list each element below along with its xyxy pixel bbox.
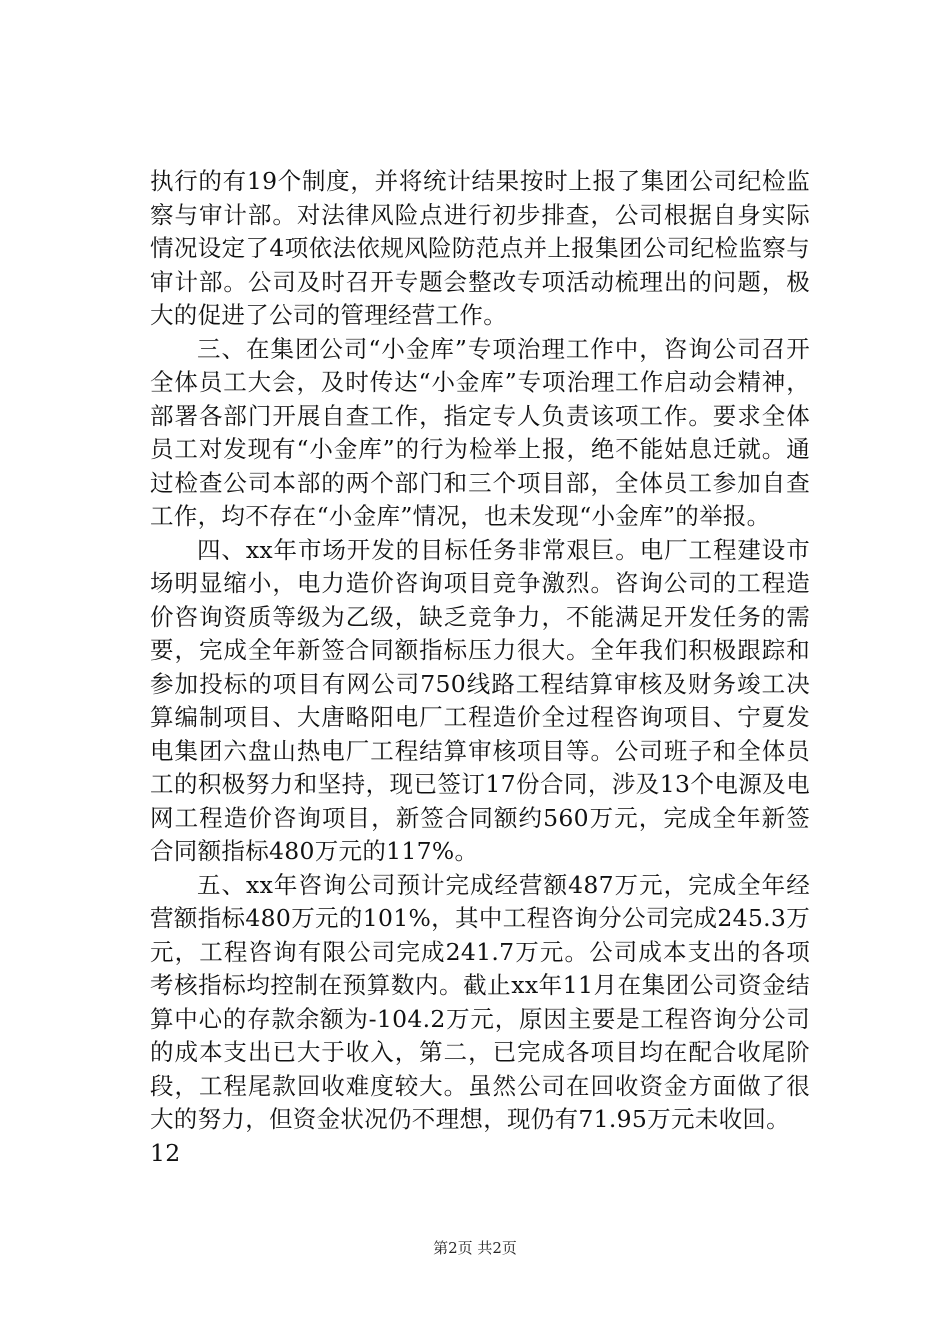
paragraph-section-three: 三、在集团公司“小金库”专项治理工作中，咨询公司召开全体员工大会，及时传达“小金库”专项治理工作启动会精神，部署各部门开展自查工作，指定专人负责该项工作。要求全体员工对发现有“小金库”的行为检举上报，绝不能姑息迁就。通过检查公司本部的两个部门和三个项目部，全体员工参加自查工作，均不存在“小金库”情况，也未发现“小金库”的举报。	[150, 334, 810, 530]
page-number-footer: 第2页 共2页	[433, 1239, 517, 1257]
paragraph-section-five: 五、xx年咨询公司预计完成经营额487万元，完成全年经营额指标480万元的101%，其中工程咨询分公司完成245.3万元，工程咨询有限公司完成241.7万元。公司成本支出的各项考核指标均控制在预算数内。截止xx年11月在集团公司资金结算中心的存款余额为-104.2万元，原因主要是工程咨询分公司的成本支出已大于收入，第二，已完成各项目均在配合收尾阶段，工程尾款回收难度较大。虽然公司在回收资金方面做了很大的努力，但资金状况仍不理想，现仍有71.95万元未收回。	[150, 870, 810, 1133]
paragraph-section-four: 四、xx年市场开发的目标任务非常艰巨。电厂工程建设市场明显缩小，电力造价咨询项目竞争激烈。咨询公司的工程造价咨询资质等级为乙级，缺乏竞争力，不能满足开发任务的需要，完成全年新签合同额指标压力很大。全年我们积极跟踪和参加投标的项目有网公司750线路工程结算审核及财务竣工决算编制项目、大唐略阳电厂工程造价全过程咨询项目、宁夏发电集团六盘山热电厂工程结算审核项目等。公司班子和全体员工的积极努力和坚持，现已签订17份合同，涉及13个电源及电网工程造价咨询项目，新签合同额约560万元，完成全年新签合同额指标480万元的117%。	[150, 535, 810, 865]
paragraph-continuation: 执行的有19个制度，并将统计结果按时上报了集团公司纪检监察与审计部。对法律风险点进行初步排查，公司根据自身实际情况设定了4项依法依规风险防范点并上报集团公司纪检监察与审计部。公司及时召开专题会整改专项活动梳理出的问题，极大的促进了公司的管理经营工作。	[150, 167, 810, 329]
paragraph-trailing-number: 12	[150, 1138, 181, 1167]
document-body	[150, 165, 810, 1170]
